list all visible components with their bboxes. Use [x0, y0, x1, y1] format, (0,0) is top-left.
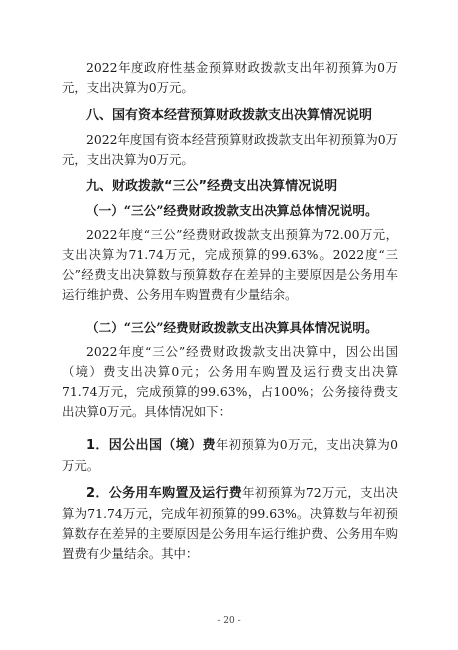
item-vehicle-lead: 2．公务用车购置及运行费 — [86, 486, 243, 501]
paragraph-item-vehicle — [62, 483, 398, 564]
paragraph-overall-detail: 2022年度“三公”经费财政拨款支出预算为72.00万元，支出决算为71.74万元，完成预算的99.63%。2022度“三公”经费支出决算数与预算数存在差异的主要原因是公务用车运行维护费、公务用车购置费有少量结余。 — [62, 227, 398, 302]
item-abroad-text: 年初预算为0万元，支出决算为0万元。 — [62, 437, 398, 473]
paragraph-government-fund: 2022年度政府性基金预算财政拨款支出年初预算为0万元，支出决算为0万元。 — [62, 60, 398, 95]
section-heading-8: 八、国有资本经营预算财政拨款支出决算情况说明 — [86, 108, 373, 123]
subheading-specific: （二）“三公”经费财政拨款支出决算具体情况说明。 — [86, 320, 378, 335]
item-vehicle-text: 年初预算为72万元，支出决算为71.74万元，完成年初预算的99.63%。决算数与年初预算数存在差异的主要原因是公务用车运行维护费、公务用车购置费有少量结余。其中： — [62, 485, 398, 561]
section-heading-9: 九、财政拨款“三公”经费支出决算情况说明 — [86, 179, 338, 194]
paragraph-state-capital: 2022年度国有资本经营预算财政拨款支出年初预算为0万元，支出决算为0万元。 — [62, 132, 399, 167]
item-abroad-lead: 1．因公出国（境）费 — [86, 438, 216, 453]
paragraph-item-abroad — [62, 435, 398, 476]
subheading-overall: （一）“三公”经费财政拨款支出决算总体情况说明。 — [86, 203, 378, 218]
paragraph-specific-detail: 2022年度“三公”经费财政拨款支出决算中，因公出国（境）费支出决算0元；公务用车购置及运行费支出决算71.74万元，完成预算的99.63%，占100%；公务接待费支出决算0万元。具体情况如下： — [62, 344, 398, 419]
page-number: - 20 - — [217, 616, 241, 626]
